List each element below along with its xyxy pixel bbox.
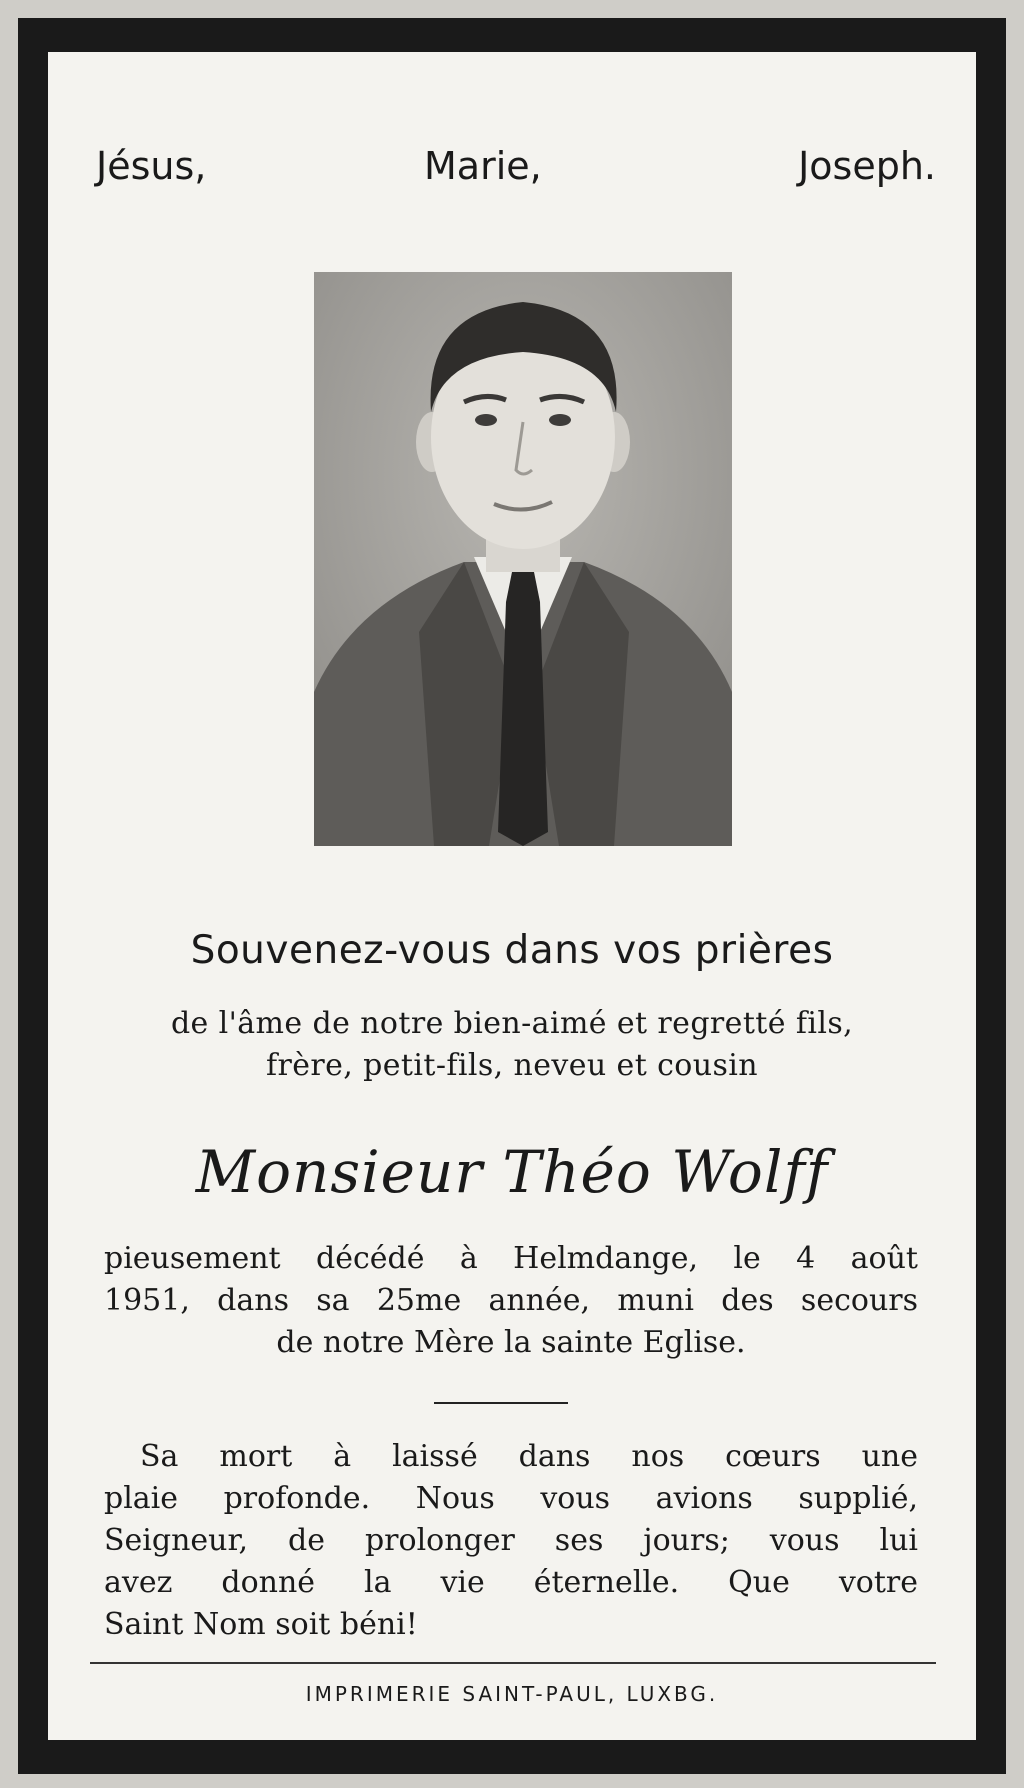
lead-line: Souvenez-vous dans vos prières [190,928,834,973]
invocation-joseph: Joseph. [798,144,936,188]
death-notice-line: 1951, dans sa 25me année, muni des secours [104,1283,918,1318]
prayer-line: Sa mort à laissé dans nos cœurs une [140,1439,918,1474]
divider-short [434,1402,568,1404]
invocation-marie: Marie, [424,144,542,188]
prayer-text [104,1436,918,1646]
intro-line-1: de l'âme de notre bien-aimé et regretté fils, [170,1006,854,1041]
death-notice-line: pieusement décédé à Helmdange, le 4 août [104,1241,918,1276]
prayer-line: plaie profonde. Nous vous avions supplié, [104,1481,918,1516]
prayer-line: Saint Nom soit béni! [104,1607,418,1642]
death-notice-line: de notre Mère la sainte Eglise. [276,1325,746,1360]
deceased-name: Monsieur Théo Wolff [195,1138,829,1206]
portrait-photo [314,272,732,846]
prayer-line: avez donné la vie éternelle. Que votre [104,1565,918,1600]
invocation-line [48,144,976,204]
card-paper [48,52,976,1740]
divider-long [90,1662,936,1664]
invocation-jesus: Jésus, [96,144,207,188]
death-notice [104,1238,918,1364]
memorial-card [18,18,1006,1774]
prayer-line: Seigneur, de prolonger ses jours; vous lui [104,1523,918,1558]
printer-imprint: IMPRIMERIE SAINT-PAUL, LUXBG. [305,1682,719,1706]
intro-line-2: frère, petit-fils, neveu et cousin [265,1048,758,1083]
